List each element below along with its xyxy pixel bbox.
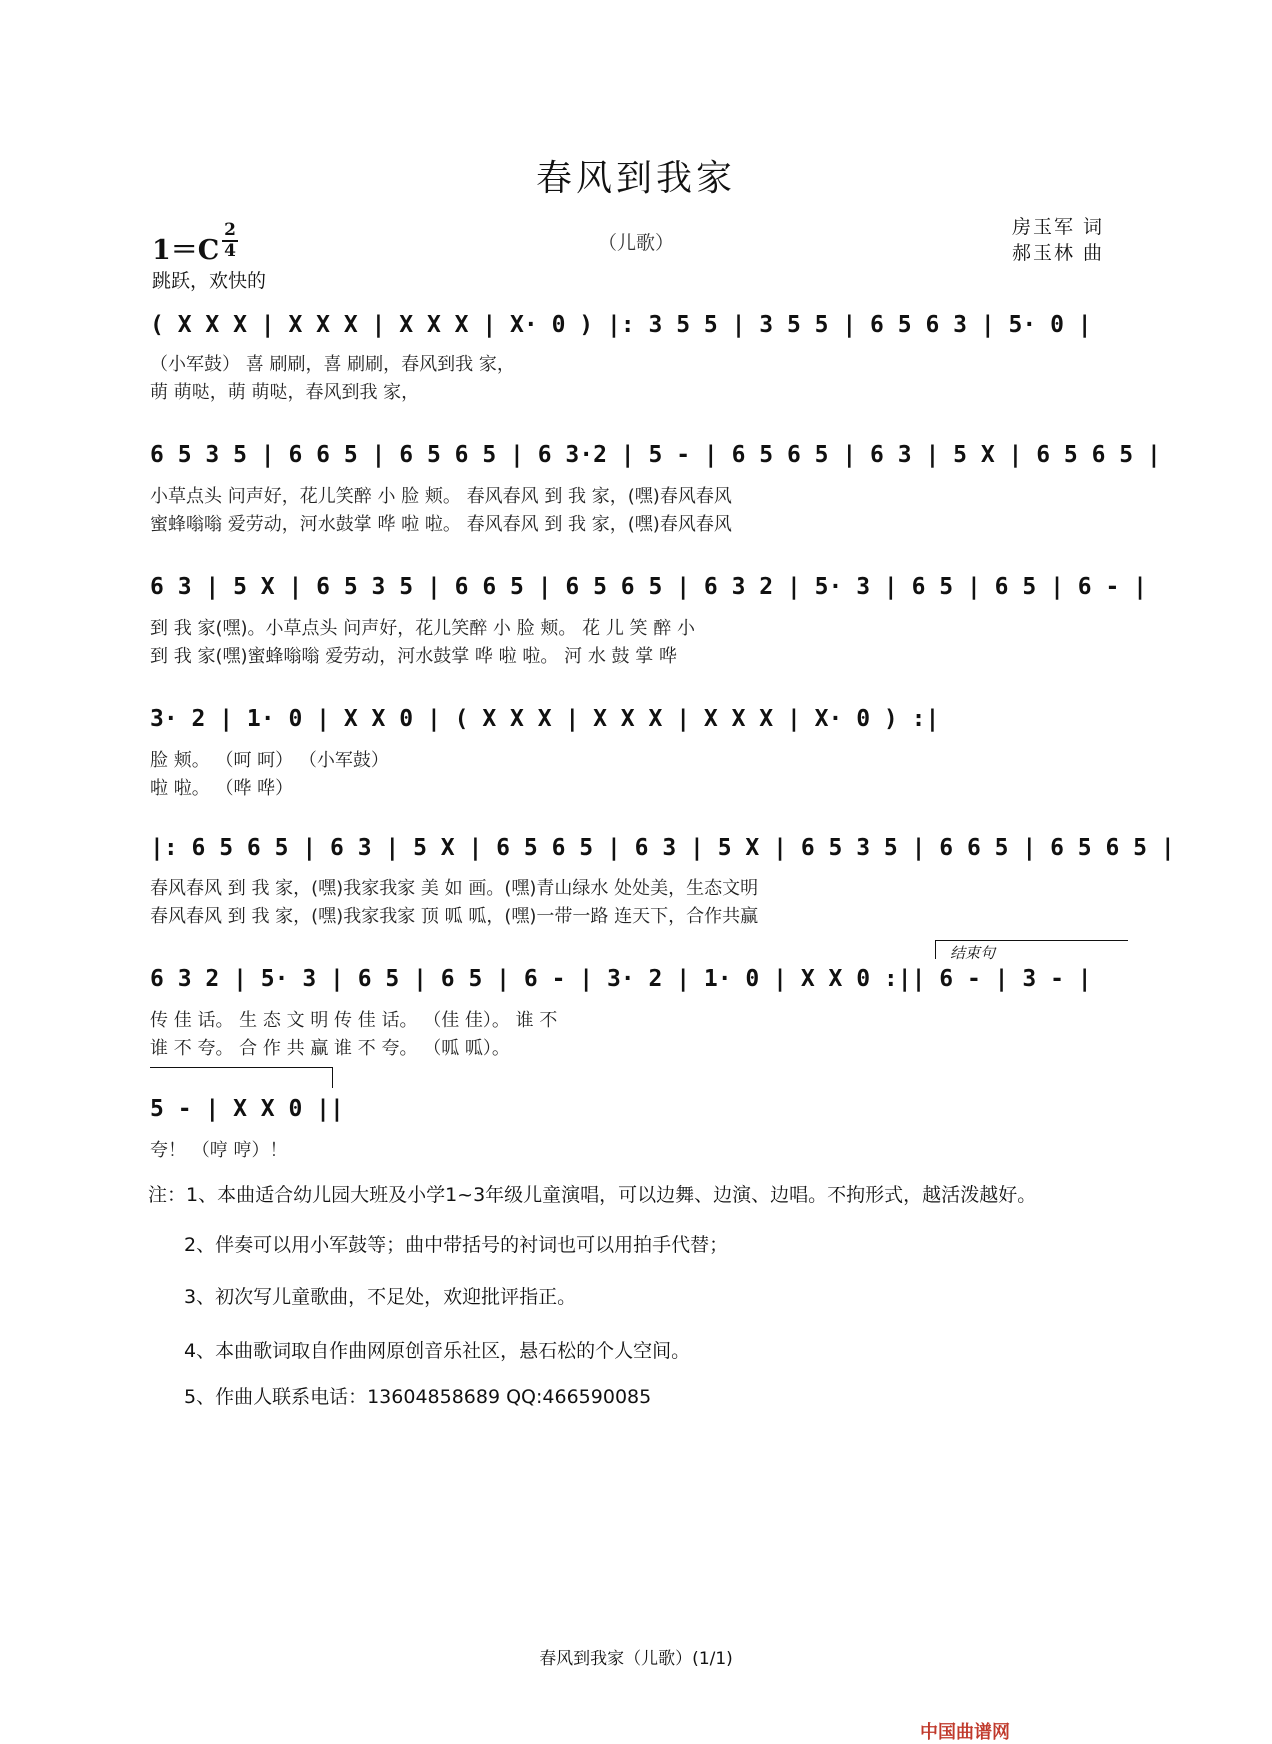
lyrics-row-5b: 春风春风 到 我 家，(嘿)我家我家 顶 呱 呱，(嘿)一带一路 连天下，合作共赢 [150,906,759,927]
lyricist: 房玉军 词 [1012,216,1105,238]
notation-row-7: 5 - | X X 0 || [150,1096,344,1122]
lyrics-row-6b: 谁 不 夸。 合 作 共 赢 谁 不 夸。 （呱 呱）。 [150,1038,510,1059]
lyrics-row-3a: 到 我 家(嘿)。小草点头 问声好，花儿笑醉 小 脸 颊。 花 儿 笑 醉 小 [150,618,695,639]
notation-row-6: 6 3 2 | 5· 3 | 6 5 | 6 5 | 6 - | 3· 2 | 1· 0 | X X 0 :|| 6 - | 3 - | [150,966,1092,992]
notation-row-2: 6 5 3 5 | 6 6 5 | 6 5 6 5 | 6 3·2 | 5 - | 6 5 6 5 | 6 3 | 5 X | 6 5 6 5 | [150,442,1161,468]
lyrics-row-4b: 啦 啦。 （哗 哗） [150,778,294,799]
lyrics-row-3b: 到 我 家(嘿)蜜蜂嗡嗡 爱劳动，河水鼓掌 哗 啦 啦。 河 水 鼓 掌 哗 [150,646,677,667]
note-line-4: 4、本曲歌词取自作曲网原创音乐社区，悬石松的个人空间。 [184,1340,691,1362]
lyrics-row-1b: 萌 萌哒，萌 萌哒，春风到我 家， [150,382,420,403]
note-line-2: 2、伴奏可以用小军鼓等；曲中带括号的衬词也可以用拍手代替； [184,1234,729,1256]
note-line-5: 5、作曲人联系电话：13604858689 QQ:466590085 [184,1386,652,1408]
tempo-marking: 跳跃，欢快的 [152,270,267,292]
note-line-3: 3、初次写儿童歌曲，不足处，欢迎批评指正。 [184,1286,577,1308]
ending-label: 结束句 [950,944,996,962]
lyrics-row-2b: 蜜蜂嗡嗡 爱劳动，河水鼓掌 哗 啦 啦。 春风春风 到 我 家，(嘿)春风春风 [150,514,732,535]
page-footer: 春风到我家（儿歌）(1/1) [539,1649,733,1669]
note-line-1: 注：1、本曲适合幼儿园大班及小学1~3年级儿童演唱，可以边舞、边演、边唱。不拘形式，越活泼越好。 [148,1184,1037,1206]
page-title: 春风到我家 [535,158,736,199]
time-denominator: 4 [224,241,236,261]
lyrics-row-6a: 传 佳 话。 生 态 文 明 传 佳 话。 （佳 佳）。 谁 不 [150,1010,558,1031]
lyrics-row-4a: 脸 颊。 （呵 呵） （小军鼓） [150,750,389,771]
lyrics-row-5a: 春风春风 到 我 家，(嘿)我家我家 美 如 画。(嘿)青山绿水 处处美，生态文明 [150,878,759,899]
composer: 郝玉林 曲 [1012,242,1105,264]
credits [1012,214,1104,266]
coda-bracket [150,1067,333,1088]
notation-row-4: 3· 2 | 1· 0 | X X 0 | ( X X X | X X X | X X X | X· 0 ) :| [150,706,940,732]
time-numerator: 2 [224,220,236,240]
lyrics-row-7a: 夸！ （哼 哼）！ [150,1140,288,1161]
watermark: 中国曲谱网 [920,1722,1010,1743]
notation-row-1: ( X X X | X X X | X X X | X· 0 ) |: 3 5 5 | 3 5 5 | 6 5 6 3 | 5· 0 | [150,312,1092,338]
lyrics-row-2a: 小草点头 问声好，花儿笑醉 小 脸 颊。 春风春风 到 我 家，(嘿)春风春风 [150,486,732,507]
genre-label: （儿歌） [597,232,674,254]
notation-row-3: 6 3 | 5 X | 6 5 3 5 | 6 6 5 | 6 5 6 5 | 6 3 2 | 5· 3 | 6 5 | 6 5 | 6 - | [150,574,1147,600]
lyrics-row-1a: （小军鼓） 喜 刷刷，喜 刷刷，春风到我 家， [150,354,515,375]
key-signature: 1＝C [152,235,220,266]
notation-row-5: |: 6 5 6 5 | 6 3 | 5 X | 6 5 6 5 | 6 3 | 5 X | 6 5 3 5 | 6 6 5 | 6 5 6 5 | [150,835,1175,861]
